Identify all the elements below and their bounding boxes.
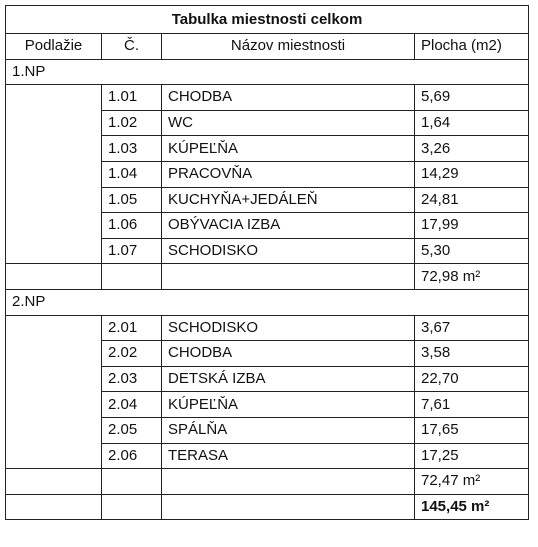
room-area: 22,70: [415, 366, 529, 392]
room-name: WC: [162, 110, 415, 136]
room-table: [5, 5, 529, 520]
room-number: 2.05: [102, 417, 162, 443]
room-name: SCHODISKO: [162, 315, 415, 341]
room-area: 1,64: [415, 110, 529, 136]
room-area: 17,65: [415, 417, 529, 443]
header-cislo: Č.: [102, 34, 162, 60]
room-name: KÚPEĽŇA: [162, 392, 415, 418]
room-area: 3,58: [415, 341, 529, 367]
room-area: 5,30: [415, 238, 529, 264]
blank-cell: [102, 469, 162, 495]
blank-cell: [6, 264, 102, 290]
room-name: KUCHYŇA+JEDÁLEŇ: [162, 187, 415, 213]
table-title: Tabulka miestnosti celkom: [6, 6, 529, 34]
room-number: 2.01: [102, 315, 162, 341]
room-number: 1.03: [102, 136, 162, 162]
grand-total: 145,45 m²: [415, 494, 529, 520]
room-number: 1.04: [102, 161, 162, 187]
room-name: SCHODISKO: [162, 238, 415, 264]
blank-cell: [162, 264, 415, 290]
room-area: 17,99: [415, 213, 529, 239]
blank-cell: [162, 494, 415, 520]
subtotal-row-1np: [6, 264, 529, 290]
room-area: 17,25: [415, 443, 529, 469]
room-number: 1.02: [102, 110, 162, 136]
subtotal-row-2np: [6, 469, 529, 495]
room-area: 3,26: [415, 136, 529, 162]
grand-total-row: [6, 494, 529, 520]
table-row: [6, 85, 529, 111]
room-name: CHODBA: [162, 85, 415, 111]
room-name: TERASA: [162, 443, 415, 469]
room-area: 14,29: [415, 161, 529, 187]
table-row: [6, 315, 529, 341]
title-row: [6, 6, 529, 34]
floor-row-1np: [6, 59, 529, 85]
room-number: 1.07: [102, 238, 162, 264]
floor-label-1np: 1.NP: [6, 59, 529, 85]
subtotal-2np: 72,47 m²: [415, 469, 529, 495]
header-row: [6, 34, 529, 60]
header-nazov: Názov miestnosti: [162, 34, 415, 60]
blank-cell: [162, 469, 415, 495]
room-area: 24,81: [415, 187, 529, 213]
room-name: CHODBA: [162, 341, 415, 367]
header-plocha: Plocha (m2): [415, 34, 529, 60]
room-number: 2.06: [102, 443, 162, 469]
room-name: KÚPEĽŇA: [162, 136, 415, 162]
blank-cell: [6, 469, 102, 495]
room-area: 3,67: [415, 315, 529, 341]
room-number: 2.04: [102, 392, 162, 418]
blank-cell: [102, 264, 162, 290]
header-podlazie: Podlažie: [6, 34, 102, 60]
room-number: 1.05: [102, 187, 162, 213]
room-number: 2.03: [102, 366, 162, 392]
floor-label-2np: 2.NP: [6, 289, 529, 315]
room-table-container: [5, 5, 529, 520]
floor-blank-cell: [6, 85, 102, 264]
room-area: 7,61: [415, 392, 529, 418]
room-name: PRACOVŇA: [162, 161, 415, 187]
room-name: DETSKÁ IZBA: [162, 366, 415, 392]
room-name: SPÁLŇA: [162, 417, 415, 443]
room-number: 1.06: [102, 213, 162, 239]
room-name: OBÝVACIA IZBA: [162, 213, 415, 239]
blank-cell: [6, 494, 102, 520]
room-area: 5,69: [415, 85, 529, 111]
subtotal-1np: 72,98 m²: [415, 264, 529, 290]
floor-blank-cell: [6, 315, 102, 469]
room-number: 2.02: [102, 341, 162, 367]
room-number: 1.01: [102, 85, 162, 111]
blank-cell: [102, 494, 162, 520]
floor-row-2np: [6, 289, 529, 315]
